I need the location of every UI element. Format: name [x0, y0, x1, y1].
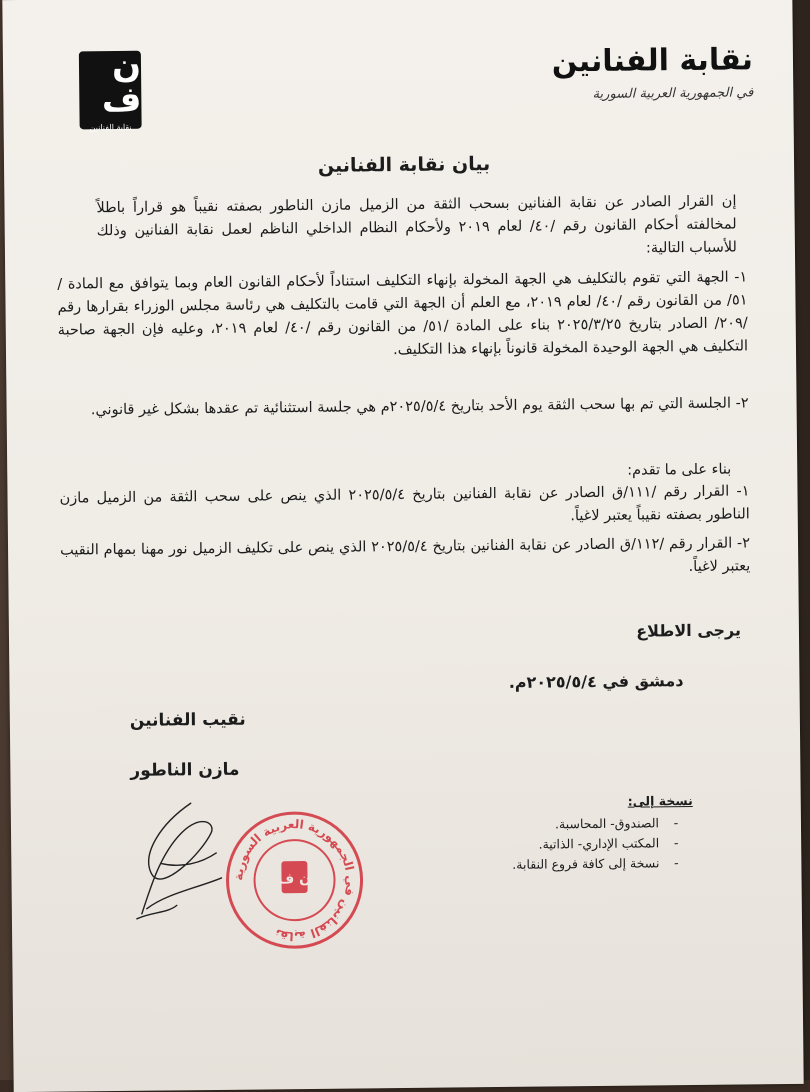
stamp-logo-mark: ن ف	[277, 870, 312, 888]
please-note: يرجى الاطلاع	[636, 620, 742, 641]
decision-2: ٢- القرار رقم /١١٢/ق الصادر عن نقابة الفنانين بتاريخ ٢٠٢٥/٥/٤ الذي ينص على تكليف الزميل نور مهنا بمهام النقيب يعتبر لاغياً.	[59, 535, 751, 576]
copy-item: - نسخة إلى كافة فروع النقابة.	[512, 855, 679, 872]
copy-item: - المكتب الإداري- الذاتية.	[538, 835, 679, 852]
org-subtitle: في الجمهورية العربية السورية	[592, 85, 754, 102]
reason-1: ١- الجهة التي تقوم بالتكليف هي الجهة المخولة بإنهاء التكليف استناداً لأحكام القانون العام وبما يتوافق مع المادة /٥١/ من القانون رقم /٤٠/ لعام ٢٠١٩، مع العلم أن الجهة التي قامت بالتكليف هي رئاسة مجلس الوزراء بقرارها رقم /٢٠٩/ الصادر بتاريخ ٢٠٢٥/٣/٢٥ بناء على المادة /٥١/ من القانون رقم /٤٠/ لعام ٢٠١٩، وعليه فإن الجهة صاحبة التكليف هي الجهة الوحيدة المخولة قانوناً بإنهاء هذا التكليف.	[57, 269, 749, 359]
official-stamp	[223, 808, 366, 951]
copy-item: - الصندوق- المحاسبة.	[554, 815, 679, 832]
logo-mark: ن ف	[101, 45, 142, 120]
copies-list	[453, 791, 694, 876]
letterhead	[552, 42, 754, 102]
copies-title: نسخة إلى:	[627, 792, 693, 809]
org-name: نقابة الفنانين	[551, 42, 754, 80]
letter-page	[2, 0, 803, 1092]
signatory-name: مازن الناطور	[130, 759, 240, 781]
decision-1: ١- القرار رقم /١١١/ق الصادر عن نقابة الفنانين بتاريخ ٢٠٢٥/٥/٤ الذي ينص على سحب الثقة من الزميل مازن الناطور بصفته نقيباً يعتبر لاغياً.	[59, 483, 750, 525]
intro-paragraph: إن القرار الصادر عن نقابة الفنانين بسحب الثقة من الزميل مازن الناطور بصفته نقيباً هو قراراً باطلاً لمخالفته أحكام القانون رقم /٤٠/ لعام ٢٠١٩ ولأحكام النظام الداخلي الناظم لعمل نقابة الفنانين وذلك للأسباب التالية:	[96, 193, 738, 257]
document-title: بيان نقابة الفنانين	[317, 153, 491, 177]
stamp-ring-text: نقابة الفنانين في الجمهورية العربية السورية	[231, 817, 358, 944]
signatory-title: نقيب الفنانين	[129, 709, 246, 731]
date-line: دمشق في ٢٠٢٥/٥/٤م.	[508, 671, 684, 692]
logo-caption: نقابة الفنانين	[89, 122, 132, 132]
union-logo	[79, 45, 142, 132]
reason-2: ٢- الجلسة التي تم بها سحب الثقة يوم الأحد بتاريخ ٢٠٢٥/٥/٤م هي جلسة استثنائية تم عقدها بشكل غير قانوني.	[90, 395, 749, 419]
based-on-label: بناء على ما تقدم:	[627, 461, 732, 479]
